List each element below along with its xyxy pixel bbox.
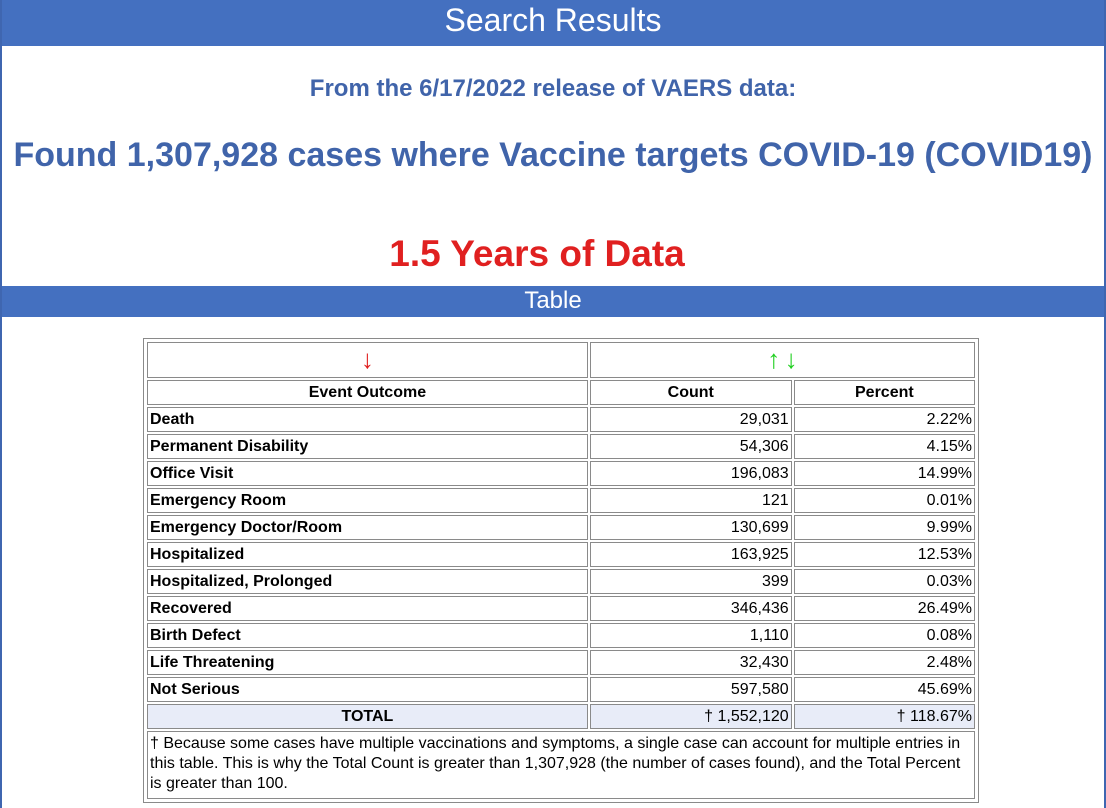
percent-cell: 45.69% bbox=[794, 677, 975, 702]
outcome-cell: Birth Defect bbox=[147, 623, 588, 648]
table-row bbox=[147, 407, 975, 432]
table-row bbox=[147, 677, 975, 702]
percent-cell: 0.08% bbox=[794, 623, 975, 648]
percent-cell: 4.15% bbox=[794, 434, 975, 459]
down-arrow-icon[interactable]: ↓ bbox=[784, 344, 798, 374]
table-row bbox=[147, 515, 975, 540]
percent-cell: 0.01% bbox=[794, 488, 975, 513]
outcome-cell: Life Threatening bbox=[147, 650, 588, 675]
count-cell: 196,083 bbox=[590, 461, 792, 486]
found-cases-heading: Found 1,307,928 cases where Vaccine targets COVID-19 (COVID19) bbox=[13, 136, 1093, 174]
outcome-cell: Recovered bbox=[147, 596, 588, 621]
percent-cell: 2.22% bbox=[794, 407, 975, 432]
total-count: † 1,552,120 bbox=[590, 704, 792, 729]
outcome-cell: Permanent Disability bbox=[147, 434, 588, 459]
total-row bbox=[147, 704, 975, 729]
outcome-sort-cell bbox=[147, 342, 588, 378]
count-cell: 597,580 bbox=[590, 677, 792, 702]
percent-cell: 0.03% bbox=[794, 569, 975, 594]
table-row bbox=[147, 596, 975, 621]
table-row bbox=[147, 569, 975, 594]
outcome-cell: Emergency Room bbox=[147, 488, 588, 513]
percent-cell: 12.53% bbox=[794, 542, 975, 567]
total-label: TOTAL bbox=[147, 704, 588, 729]
outcome-cell: Hospitalized bbox=[147, 542, 588, 567]
table-row bbox=[147, 434, 975, 459]
percent-cell: 26.49% bbox=[794, 596, 975, 621]
table-row bbox=[147, 461, 975, 486]
percent-header: Percent bbox=[794, 380, 975, 405]
percent-cell: 14.99% bbox=[794, 461, 975, 486]
outcome-cell: Office Visit bbox=[147, 461, 588, 486]
total-percent: † 118.67% bbox=[794, 704, 975, 729]
table-section-header: Table bbox=[2, 286, 1104, 317]
percent-cell: 2.48% bbox=[794, 650, 975, 675]
count-cell: 399 bbox=[590, 569, 792, 594]
table-row bbox=[147, 542, 975, 567]
count-cell: 130,699 bbox=[590, 515, 792, 540]
count-cell: 346,436 bbox=[590, 596, 792, 621]
up-arrow-icon[interactable]: ↑ bbox=[767, 344, 781, 374]
down-arrow-icon[interactable]: ↓ bbox=[360, 344, 374, 374]
years-of-data: 1.5 Years of Data bbox=[389, 233, 685, 274]
table-row bbox=[147, 650, 975, 675]
percent-cell: 9.99% bbox=[794, 515, 975, 540]
outcome-cell: Death bbox=[147, 407, 588, 432]
event-outcome-header: Event Outcome bbox=[147, 380, 588, 405]
outcome-cell: Hospitalized, Prolonged bbox=[147, 569, 588, 594]
search-results-header: Search Results bbox=[2, 0, 1104, 46]
count-cell: 54,306 bbox=[590, 434, 792, 459]
table-row bbox=[147, 623, 975, 648]
footnote: † Because some cases have multiple vaccinations and symptoms, a single case can account for multiple entries in this table. This is why the Total Count is greater than 1,307,928 (the number of cases found), and the Total Percent is greater than 100. bbox=[147, 731, 975, 799]
count-cell: 29,031 bbox=[590, 407, 792, 432]
count-cell: 32,430 bbox=[590, 650, 792, 675]
count-cell: 163,925 bbox=[590, 542, 792, 567]
count-cell: 1,110 bbox=[590, 623, 792, 648]
outcome-cell: Not Serious bbox=[147, 677, 588, 702]
release-line: From the 6/17/2022 release of VAERS data: bbox=[309, 75, 797, 102]
table-body bbox=[147, 407, 975, 702]
results-table bbox=[145, 340, 977, 801]
table-row bbox=[147, 488, 975, 513]
count-cell: 121 bbox=[590, 488, 792, 513]
count-sort-cell bbox=[590, 342, 975, 378]
outcome-cell: Emergency Doctor/Room bbox=[147, 515, 588, 540]
count-header: Count bbox=[590, 380, 792, 405]
results-table-container bbox=[143, 338, 979, 803]
